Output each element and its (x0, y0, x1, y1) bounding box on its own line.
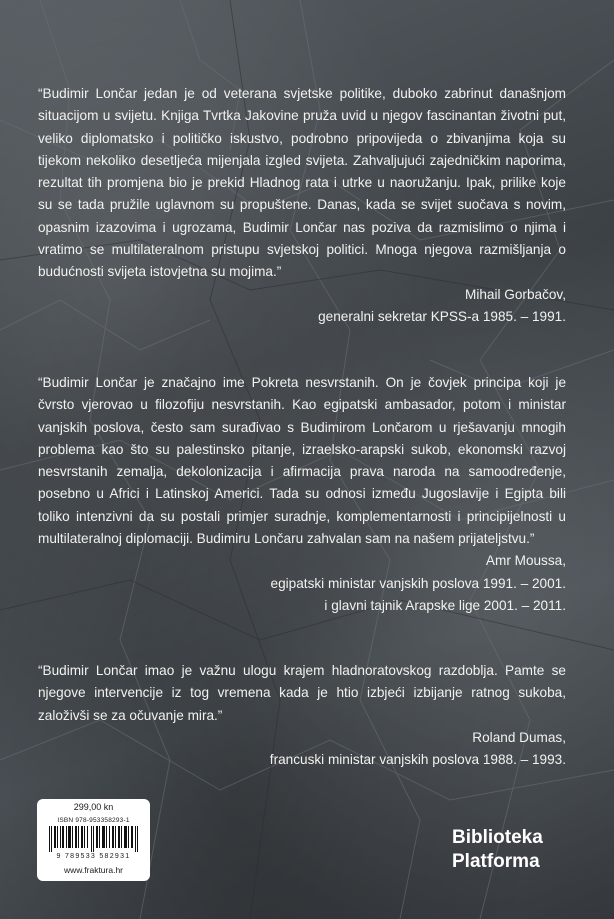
imprint-line-2: Platforma (452, 851, 540, 872)
publisher-website: www.fraktura.hr (63, 865, 124, 875)
quote-author-role: egipatski ministar vanjskih poslova 1991. – 2001. (270, 575, 566, 591)
quote-text: “Budimir Lončar imao je važnu ulogu krajem hladnoratovskog razdoblja. Pamte se njegove intervencije iz tog vremena kada je htio izbjeći izbijanje ratnog sukoba, založivši se za očuvanje mira.” (38, 663, 566, 723)
quote-author: Mihail Gorbačov, (465, 286, 566, 302)
isbn-label: ISBN 978-953358293-1 (57, 817, 130, 824)
barcode-bars (49, 826, 138, 852)
quote-block-dumas (38, 660, 566, 771)
imprint-line-1: Biblioteka (452, 827, 543, 848)
quote-block-moussa (38, 372, 566, 617)
quote-author: Amr Moussa, (485, 553, 566, 569)
quote-author-role: generalni sekretar KPSS-a 1985. – 1991. (318, 308, 566, 324)
quote-block-gorbachev (38, 83, 566, 328)
price-label: 299,00 kn (73, 802, 114, 812)
quote-author-role: francuski ministar vanjskih poslova 1988. – 1993. (269, 752, 566, 768)
series-imprint (452, 826, 582, 874)
quote-author: Roland Dumas, (472, 729, 566, 745)
quote-text: “Budimir Lončar jedan je od veterana svjetske politike, duboko zabrinut današnjom situacijom u svijetu. Knjiga Tvrtka Jakovine pruža uvid u njegov fascinantan životni put, veliko diplomatsko i političko iskustvo, podrobno pripovijeda o zbivanjima koja su tijekom nekoliko desetljeća mijenjala izgled svijeta. Zahvaljujući zajedničkim naporima, rezultat tih promjena bio je prekid Hladnog rata i utrke u naoružanju. Ipak, prilike koje su se tada pružile uglavnom su propuštene. Danas, kada se svijet suočava s novim, opasnim izazovima i ugrozama, Budimir Lončar nas poziva da razmislimo o njima i vratimo se multilateralnom pristupu svjetskoj politici. Mnoga njegova razmišljanja o budućnosti svijeta istovjetna su mojima.” (38, 86, 566, 280)
quote-author-role: i glavni tajnik Arapske lige 2001. – 2011. (324, 597, 566, 613)
quote-text: “Budimir Lončar je značajno ime Pokreta nesvrstanih. On je čovjek principa koji je čvrsto vjerovao u filozofiju nesvrstanih. Kao egipatski ambasador, potom i ministar vanjskih poslova, često sam surađivao s Budimirom Lončarom u rješavanju mnogih problema kao što su palestinsko pitanje, izraelsko-arapski sukob, ekonomski razvoj nesvrstanih zemalja, dekolonizacija i afirmacija prava naroda na samoodređenje, posebno u Africi i Latinskoj Americi. Tada su odnosi između Jugoslavije i Egipta bili toliko intenzivni da su postali primjer suradnje, komplementarnosti i principijelnosti u multilateralnoj diplomaciji. Budimiru Lončaru zahvalan sam na našem prijateljstvu.” (38, 375, 566, 547)
ean-digits: 9 789533 582931 (56, 853, 131, 860)
barcode-label (37, 799, 150, 881)
